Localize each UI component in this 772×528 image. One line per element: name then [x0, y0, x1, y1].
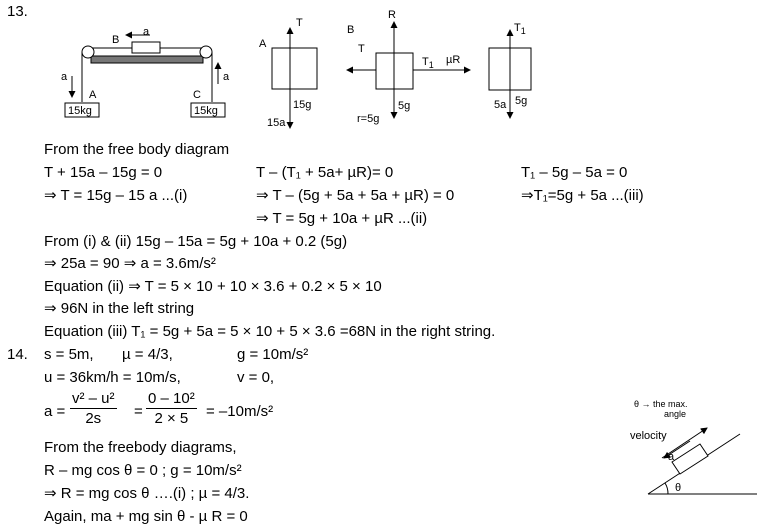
- from-fbd-text: From the free body diagram: [44, 141, 230, 158]
- fbd-block-a: [272, 28, 317, 128]
- fbd1-label-15g: 15g: [293, 99, 312, 111]
- solve-a-line: ⇒ 25a = 90 ⇒ a = 3.6m/s²: [44, 255, 216, 272]
- from-fbds-text: From the freebody diagrams,: [44, 439, 237, 456]
- label-a-right: a: [223, 71, 230, 83]
- equation-iii-line: Equation (iii) T₁ = 5g + 5a = 5 × 10 + 5 × 3.6 =68N in the right string.: [44, 323, 496, 340]
- eq-col1-line2: ⇒ T = 15g – 15 a ...(i): [44, 187, 188, 204]
- label-a-top: a: [143, 26, 150, 38]
- question-13-number: 13.: [7, 3, 28, 20]
- equals-sign: =: [134, 403, 143, 420]
- velocity-label: velocity: [630, 430, 667, 442]
- r-equation-2: ⇒ R = mg cos θ ….(i) ; µ = 4/3.: [44, 485, 250, 502]
- a-result: = –10m/s²: [206, 403, 274, 420]
- fbd3-label-5a: 5a: [494, 99, 507, 111]
- eq-col3-line2: ⇒T₁=5g + 5a ...(iii): [521, 187, 644, 204]
- a-lhs: a =: [44, 403, 66, 420]
- fbd2-label-muR: µR: [446, 54, 461, 66]
- given-g: g = 10m/s²: [237, 346, 309, 363]
- label-mass-right: 15kg: [194, 105, 218, 117]
- fbd1-label-A: A: [259, 38, 267, 50]
- fbd2-label-T: T: [358, 43, 365, 55]
- fbd2-label-R: R: [388, 9, 396, 21]
- label-A: A: [89, 89, 97, 101]
- fbd2-label-T1: $T_1$: [422, 56, 434, 71]
- fraction-1: $\frac{\text{v² – u²}}{2s}$: [72, 390, 115, 427]
- label-a-left: a: [61, 71, 68, 83]
- fbd1-label-15a: 15a: [267, 117, 286, 129]
- given-u: u = 36km/h = 10m/s,: [44, 369, 181, 386]
- fbd2-label-B: B: [347, 24, 355, 36]
- equation-ii-line: Equation (ii) ⇒ T = 5 × 10 + 10 × 3.6 + 0.2 × 5 × 10: [44, 278, 382, 295]
- label-C: C: [193, 89, 201, 101]
- eq-col3-line1: T₁ – 5g – 5a = 0: [521, 164, 628, 181]
- fbd2-label-r5g: r=5g: [357, 113, 380, 125]
- question-14-number: 14.: [7, 346, 28, 363]
- label-mass-left: 15kg: [68, 105, 92, 117]
- eq-col2-line2: ⇒ T – (5g + 5a + 5a + µR) = 0: [256, 187, 455, 204]
- eq-col1-line1: T + 15a – 15g = 0: [44, 164, 163, 181]
- incline-a-label: a: [668, 451, 675, 463]
- fbd2-label-5g: 5g: [398, 100, 411, 112]
- theta-note-1: θ → the max.: [634, 399, 688, 409]
- fbd3-label-T1: $T_1$: [514, 22, 526, 37]
- given-mu: µ = 4/3,: [122, 346, 173, 363]
- eq-col2-line1: T – (T₁ + 5a+ µR)= 0: [256, 164, 394, 181]
- eq-col2-line3: ⇒ T = 5g + 10a + µR ...(ii): [256, 210, 428, 227]
- theta-label: θ: [675, 482, 682, 494]
- result-96n-line: ⇒ 96N in the left string: [44, 300, 195, 317]
- r-equation: R – mg cos θ = 0 ; g = 10m/s²: [44, 462, 242, 479]
- theta-note-2: angle: [664, 409, 687, 419]
- fraction-2: $\frac{\text{0 – 10²}}{2 \times 5}$: [148, 390, 195, 427]
- fbd1-label-T: T: [296, 17, 303, 29]
- fbd3-label-5g: 5g: [515, 95, 528, 107]
- from-i-ii-line: From (i) & (ii) 15g – 15a = 5g + 10a + 0.2 (5g): [44, 233, 348, 250]
- given-s: s = 5m,: [44, 346, 94, 363]
- given-v: v = 0,: [237, 369, 275, 386]
- label-b: B: [112, 34, 120, 46]
- again-equation: Again, ma + mg sin θ - µ R = 0: [44, 508, 248, 525]
